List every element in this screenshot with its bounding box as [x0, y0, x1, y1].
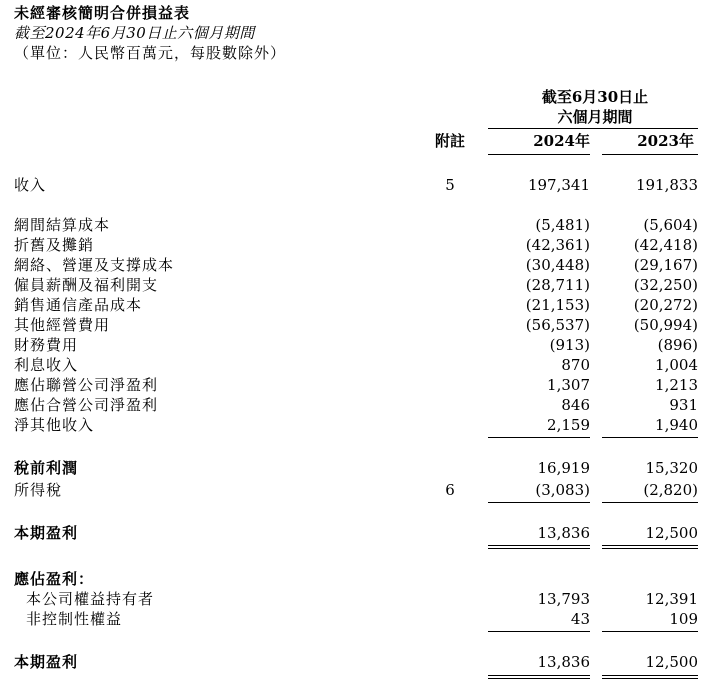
- value-2024: 2,159: [547, 416, 590, 434]
- year-2024-header-rule: [488, 154, 590, 155]
- row-label: 收入: [14, 176, 47, 194]
- value-2023: (5,604): [643, 216, 698, 234]
- value-2024: (21,153): [525, 296, 590, 314]
- period-header-rule: [488, 128, 698, 129]
- row-label: 折舊及攤銷: [14, 236, 95, 254]
- statement-title: 未經審核簡明合併損益表: [14, 4, 191, 22]
- table-row: [0, 609, 711, 629]
- subtotal-rule-2023: [602, 437, 698, 438]
- value-2023: (2,820): [643, 481, 698, 499]
- row-label: 網間結算成本: [14, 216, 111, 234]
- note-column-header: 附註: [434, 132, 465, 150]
- total-double-rule-2024: [488, 548, 590, 549]
- value-2024: (5,481): [535, 216, 590, 234]
- value-2023: (32,250): [633, 276, 698, 294]
- table-row: [0, 375, 711, 395]
- total-double-rule-2023: [602, 548, 698, 549]
- table-row: [0, 415, 711, 435]
- row-label: 本期盈利: [14, 653, 79, 671]
- row-label: 財務費用: [14, 336, 79, 354]
- table-row: [0, 480, 711, 500]
- value-2023: 12,500: [645, 524, 698, 542]
- value-2023: 931: [669, 396, 698, 414]
- period-header-line1: 截至6月30日止: [541, 88, 649, 106]
- table-row: [0, 458, 711, 478]
- table-row: [0, 589, 711, 609]
- row-note: 6: [445, 481, 455, 499]
- value-2023: (29,167): [633, 256, 698, 274]
- row-label: 應佔聯營公司淨盈利: [14, 376, 159, 394]
- value-2024: 846: [561, 396, 590, 414]
- total-double-rule-2023: [602, 675, 698, 676]
- subtotal-rule-2024: [488, 502, 590, 503]
- table-row: [0, 235, 711, 255]
- value-2024: 13,793: [537, 590, 590, 608]
- row-label: 應佔盈利：: [14, 570, 95, 588]
- row-label: 所得稅: [14, 481, 63, 499]
- row-label: 應佔合營公司淨盈利: [14, 396, 159, 414]
- row-label: 網絡、營運及支撐成本: [14, 256, 175, 274]
- table-row: [0, 355, 711, 375]
- period-header-line2: 六個月期間: [557, 108, 633, 126]
- total-double-rule-2023: [602, 678, 698, 679]
- row-label: 銷售通信產品成本: [14, 296, 143, 314]
- value-2024: (30,448): [525, 256, 590, 274]
- value-2024: (42,361): [525, 236, 590, 254]
- row-label: 其他經營費用: [14, 316, 111, 334]
- value-2024: 13,836: [537, 524, 590, 542]
- row-note: 5: [445, 176, 455, 194]
- year-2023-header: 2023年: [637, 132, 694, 150]
- value-2024: (913): [549, 336, 590, 354]
- value-2024: (56,537): [525, 316, 590, 334]
- value-2023: 191,833: [635, 176, 698, 194]
- table-row: [0, 295, 711, 315]
- value-2024: 1,307: [547, 376, 590, 394]
- value-2023: (896): [657, 336, 698, 354]
- row-label: 淨其他收入: [14, 416, 95, 434]
- table-row: [0, 275, 711, 295]
- total-double-rule-2024: [488, 675, 590, 676]
- table-row: [0, 569, 711, 589]
- total-double-rule-2024: [488, 545, 590, 546]
- year-2024-header: 2024年: [533, 132, 590, 150]
- value-2024: 43: [570, 610, 590, 628]
- statement-unit: （單位：人民幣百萬元，每股數除外）: [14, 44, 287, 62]
- value-2023: (42,418): [633, 236, 698, 254]
- value-2023: 1,940: [655, 416, 698, 434]
- table-row: [0, 395, 711, 415]
- total-double-rule-2023: [602, 545, 698, 546]
- value-2024: (28,711): [525, 276, 590, 294]
- value-2024: 16,919: [537, 459, 590, 477]
- row-label: 僱員薪酬及福利開支: [14, 276, 159, 294]
- value-2023: 12,391: [645, 590, 698, 608]
- row-label: 本公司權益持有者: [26, 590, 155, 608]
- row-label: 非控制性權益: [26, 610, 123, 628]
- table-row: [0, 215, 711, 235]
- value-2024: 870: [561, 356, 590, 374]
- value-2024: (3,083): [535, 481, 590, 499]
- table-row: [0, 315, 711, 335]
- value-2023: 1,213: [655, 376, 698, 394]
- statement-period: 截至2024年6月30日止六個月期間: [14, 24, 255, 42]
- table-row: [0, 255, 711, 275]
- value-2023: 1,004: [655, 356, 698, 374]
- value-2024: 197,341: [527, 176, 590, 194]
- value-2023: (20,272): [633, 296, 698, 314]
- year-2023-header-rule: [602, 154, 698, 155]
- subtotal-rule-2023: [602, 502, 698, 503]
- value-2023: 15,320: [645, 459, 698, 477]
- row-label: 利息收入: [14, 356, 79, 374]
- value-2023: 109: [669, 610, 698, 628]
- subtotal-rule-2024: [488, 631, 590, 632]
- subtotal-rule-2024: [488, 437, 590, 438]
- subtotal-rule-2023: [602, 631, 698, 632]
- table-row: [0, 652, 711, 672]
- row-label: 本期盈利: [14, 524, 79, 542]
- value-2023: (50,994): [633, 316, 698, 334]
- table-row: [0, 523, 711, 543]
- value-2023: 12,500: [645, 653, 698, 671]
- table-row: [0, 335, 711, 355]
- value-2024: 13,836: [537, 653, 590, 671]
- table-row: [0, 175, 711, 195]
- row-label: 稅前利潤: [14, 459, 79, 477]
- total-double-rule-2024: [488, 678, 590, 679]
